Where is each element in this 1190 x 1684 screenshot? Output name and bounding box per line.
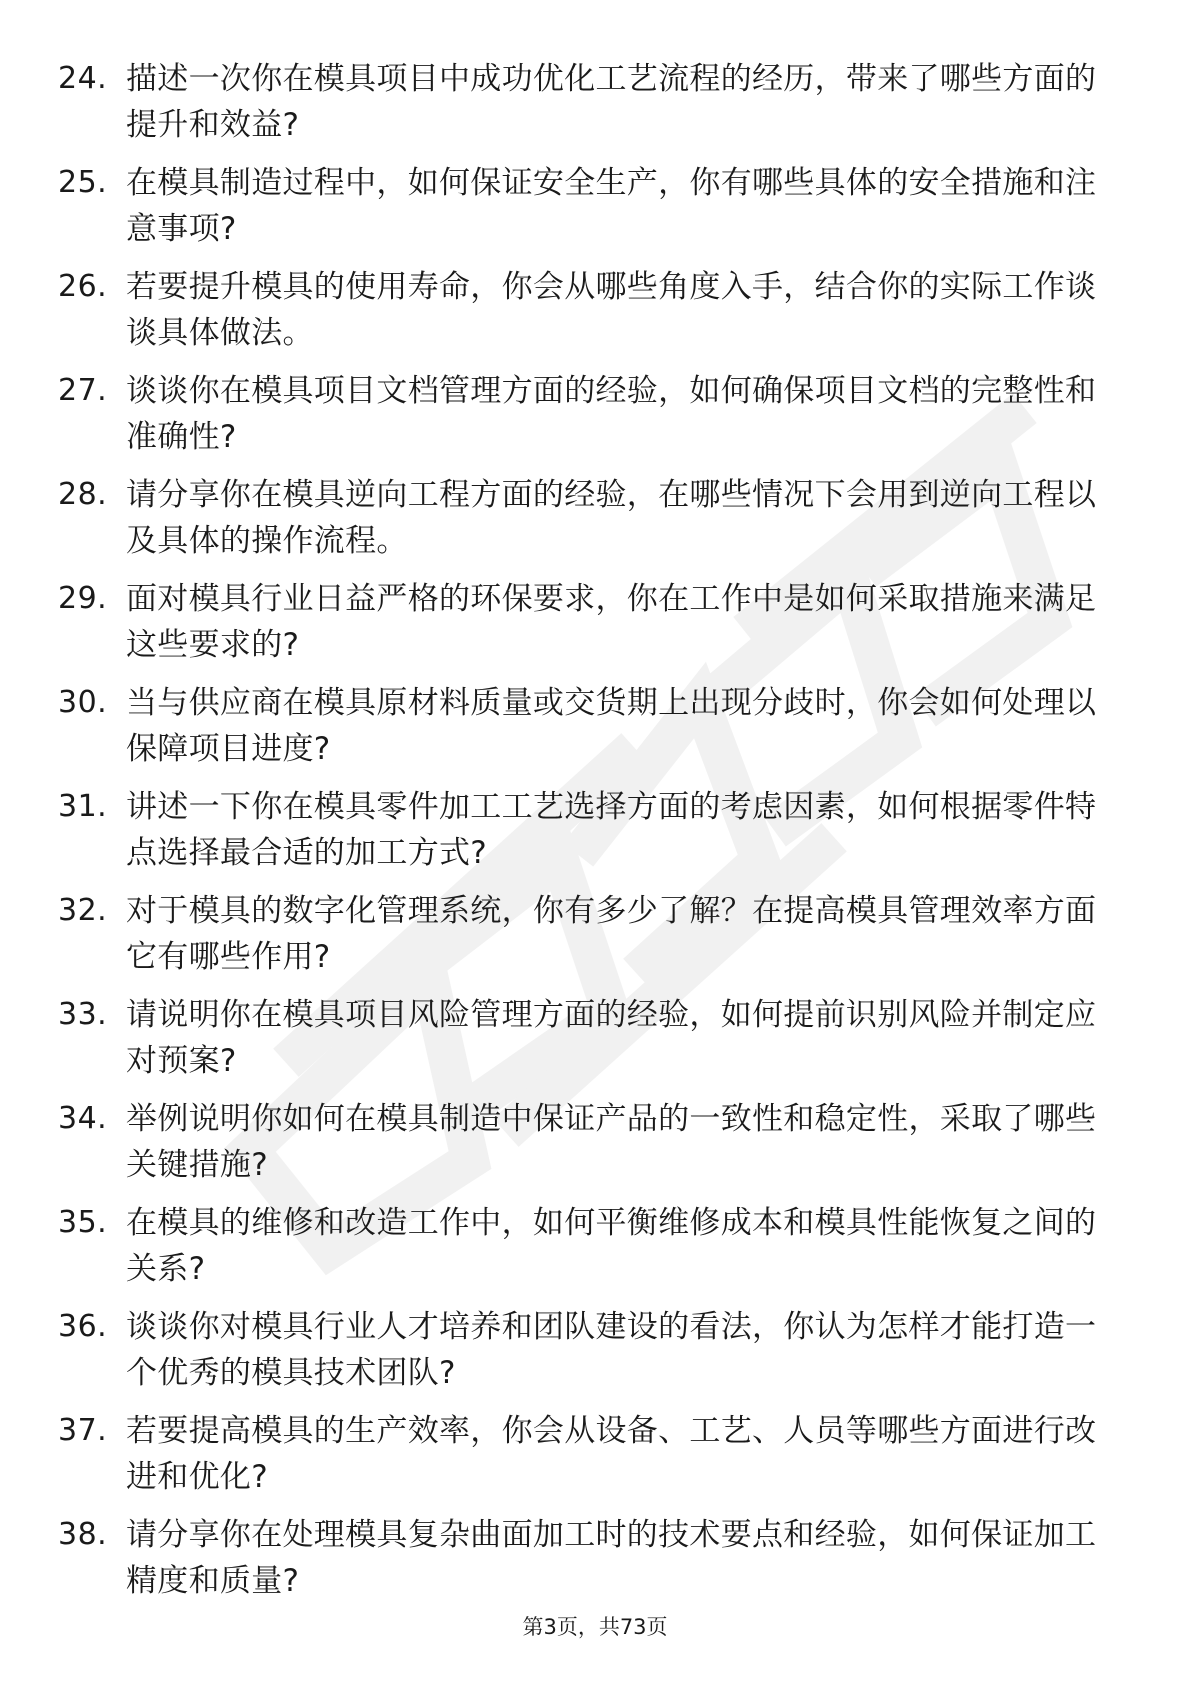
question-text: 描述一次你在模具项目中成功优化工艺流程的经历，带来了哪些方面的提升和效益? — [126, 61, 1097, 143]
question-item — [0, 986, 1190, 1090]
question-number: 36. — [58, 1309, 108, 1344]
question-number: 32. — [58, 893, 108, 928]
question-item — [0, 674, 1190, 778]
question-item — [0, 1194, 1190, 1298]
question-text: 请分享你在模具逆向工程方面的经验，在哪些情况下会用到逆向工程以及具体的操作流程。 — [126, 477, 1097, 559]
question-item — [0, 1298, 1190, 1402]
question-item — [0, 570, 1190, 674]
question-text: 请说明你在模具项目风险管理方面的经验，如何提前识别风险并制定应对预案? — [126, 997, 1097, 1079]
question-number: 27. — [58, 373, 108, 408]
question-number: 30. — [58, 685, 108, 720]
question-text: 谈谈你在模具项目文档管理方面的经验，如何确保项目文档的完整性和准确性? — [126, 373, 1097, 455]
question-number: 24. — [58, 61, 108, 96]
question-text: 在模具的维修和改造工作中，如何平衡维修成本和模具性能恢复之间的关系? — [126, 1205, 1097, 1287]
question-text: 若要提高模具的生产效率，你会从设备、工艺、人员等哪些方面进行改进和优化? — [126, 1413, 1097, 1495]
question-number: 38. — [58, 1517, 108, 1552]
question-item — [0, 778, 1190, 882]
question-item — [0, 1402, 1190, 1506]
question-item — [0, 362, 1190, 466]
question-list — [0, 50, 1190, 1610]
question-text: 若要提升模具的使用寿命，你会从哪些角度入手，结合你的实际工作谈谈具体做法。 — [126, 269, 1097, 351]
question-item — [0, 154, 1190, 258]
question-text: 当与供应商在模具原材料质量或交货期上出现分歧时，你会如何处理以保障项目进度? — [126, 685, 1097, 767]
question-text: 在模具制造过程中，如何保证安全生产，你有哪些具体的安全措施和注意事项? — [126, 165, 1097, 247]
question-text: 谈谈你对模具行业人才培养和团队建设的看法，你认为怎样才能打造一个优秀的模具技术团队? — [126, 1309, 1097, 1391]
question-number: 28. — [58, 477, 108, 512]
question-number: 35. — [58, 1205, 108, 1240]
question-number: 34. — [58, 1101, 108, 1136]
question-text: 讲述一下你在模具零件加工工艺选择方面的考虑因素，如何根据零件特点选择最合适的加工方式? — [126, 789, 1097, 871]
question-item — [0, 1506, 1190, 1610]
question-number: 25. — [58, 165, 108, 200]
question-item — [0, 258, 1190, 362]
question-number: 37. — [58, 1413, 108, 1448]
question-number: 29. — [58, 581, 108, 616]
question-text: 请分享你在处理模具复杂曲面加工时的技术要点和经验，如何保证加工精度和质量? — [126, 1517, 1097, 1599]
question-item — [0, 50, 1190, 154]
question-text: 对于模具的数字化管理系统，你有多少了解？在提高模具管理效率方面它有哪些作用? — [126, 893, 1097, 975]
question-item — [0, 466, 1190, 570]
question-text: 面对模具行业日益严格的环保要求，你在工作中是如何采取措施来满足这些要求的? — [126, 581, 1097, 663]
question-item — [0, 882, 1190, 986]
question-number: 26. — [58, 269, 108, 304]
question-number: 33. — [58, 997, 108, 1032]
question-item — [0, 1090, 1190, 1194]
question-number: 31. — [58, 789, 108, 824]
page-indicator: 第3页，共73页 — [522, 1615, 668, 1639]
question-text: 举例说明你如何在模具制造中保证产品的一致性和稳定性，采取了哪些关键措施? — [126, 1101, 1097, 1183]
